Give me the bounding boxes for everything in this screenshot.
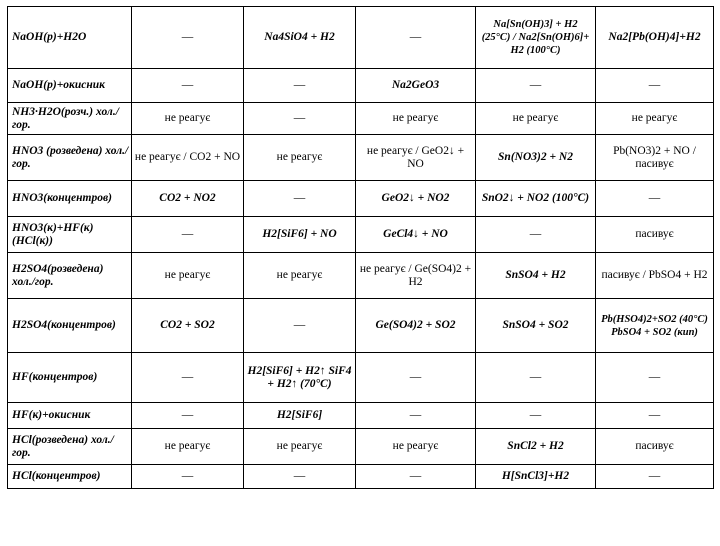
table-cell: — bbox=[132, 353, 244, 403]
table-row bbox=[8, 403, 714, 429]
table-cell: не реагує bbox=[356, 103, 476, 135]
table-cell: — bbox=[356, 7, 476, 69]
table-row bbox=[8, 103, 714, 135]
table-cell: не реагує bbox=[132, 429, 244, 465]
table-cell: GeCl4↓ + NO bbox=[356, 217, 476, 253]
table-cell: пасивує bbox=[596, 217, 714, 253]
reagent-label: HNO3(концентров) bbox=[8, 181, 132, 217]
table-cell: SnSO4 + SO2 bbox=[476, 299, 596, 353]
table-cell: — bbox=[244, 299, 356, 353]
table-cell: — bbox=[596, 353, 714, 403]
table-cell: — bbox=[476, 403, 596, 429]
table-cell: — bbox=[596, 181, 714, 217]
table-cell: Sn(NO3)2 + N2 bbox=[476, 135, 596, 181]
reagent-label: HCl(концентров) bbox=[8, 465, 132, 489]
table-cell: не реагує bbox=[356, 429, 476, 465]
table-cell: — bbox=[596, 465, 714, 489]
table-cell: — bbox=[132, 403, 244, 429]
table-cell: пасивує bbox=[596, 429, 714, 465]
table-cell: не реагує bbox=[132, 253, 244, 299]
table-cell: — bbox=[132, 465, 244, 489]
table-row bbox=[8, 7, 714, 69]
table-cell: — bbox=[132, 7, 244, 69]
table-cell: Na4SiO4 + H2 bbox=[244, 7, 356, 69]
table-cell: Na2GeO3 bbox=[356, 69, 476, 103]
table-cell: — bbox=[244, 69, 356, 103]
table-cell: не реагує / Ge(SO4)2 + H2 bbox=[356, 253, 476, 299]
reagent-label: H2SO4(концентров) bbox=[8, 299, 132, 353]
table-cell: H2[SiF6] + NO bbox=[244, 217, 356, 253]
table-cell: — bbox=[132, 69, 244, 103]
reagent-label: NH3·H2O(розч.) хол./гор. bbox=[8, 103, 132, 135]
reagent-label: HF(концентров) bbox=[8, 353, 132, 403]
table-cell: — bbox=[356, 353, 476, 403]
reagent-label: HNO3(к)+HF(к) (HCl(к)) bbox=[8, 217, 132, 253]
table-cell: — bbox=[476, 353, 596, 403]
table-cell: CO2 + SO2 bbox=[132, 299, 244, 353]
table-cell: не реагує bbox=[244, 135, 356, 181]
table-cell: не реагує / GeO2↓ + NO bbox=[356, 135, 476, 181]
table-row bbox=[8, 465, 714, 489]
reagent-label: HCl(розведена) хол./гор. bbox=[8, 429, 132, 465]
table-row bbox=[8, 299, 714, 353]
table-cell: H2[SiF6] + H2↑ SiF4 + H2↑ (70°C) bbox=[244, 353, 356, 403]
table-row bbox=[8, 135, 714, 181]
table-row bbox=[8, 353, 714, 403]
table-row bbox=[8, 429, 714, 465]
table-cell: Ge(SO4)2 + SO2 bbox=[356, 299, 476, 353]
table-cell: не реагує bbox=[132, 103, 244, 135]
table-row bbox=[8, 181, 714, 217]
table-cell: Na[Sn(OH)3] + H2 (25°C) / Na2[Sn(OH)6]+ H2 (100°C) bbox=[476, 7, 596, 69]
table-cell: Pb(NO3)2 + NO / пасивує bbox=[596, 135, 714, 181]
table-cell: — bbox=[132, 217, 244, 253]
table-cell: — bbox=[596, 69, 714, 103]
table-row bbox=[8, 69, 714, 103]
reagent-label: H2SO4(розведена) хол./гор. bbox=[8, 253, 132, 299]
table-cell: CO2 + NO2 bbox=[132, 181, 244, 217]
table-cell: не реагує bbox=[596, 103, 714, 135]
table-cell: не реагує bbox=[244, 429, 356, 465]
table-cell: пасивує / PbSO4 + H2 bbox=[596, 253, 714, 299]
reagent-label: NaOH(р)+H2O bbox=[8, 7, 132, 69]
table-cell: Na2[Pb(OH)4]+H2 bbox=[596, 7, 714, 69]
table-cell: — bbox=[356, 465, 476, 489]
table-cell: H2[SiF6] bbox=[244, 403, 356, 429]
table-row bbox=[8, 253, 714, 299]
table-cell: SnCl2 + H2 bbox=[476, 429, 596, 465]
reactions-table bbox=[7, 6, 714, 489]
table-cell: H[SnCl3]+H2 bbox=[476, 465, 596, 489]
table-cell: не реагує / CO2 + NO bbox=[132, 135, 244, 181]
table-cell: — bbox=[244, 181, 356, 217]
table-cell: — bbox=[356, 403, 476, 429]
table-cell: Pb(HSO4)2+SO2 (40°C) PbSO4 + SO2 (кип) bbox=[596, 299, 714, 353]
table-cell: — bbox=[244, 465, 356, 489]
table-row bbox=[8, 217, 714, 253]
table-cell: SnSO4 + H2 bbox=[476, 253, 596, 299]
table-cell: — bbox=[244, 103, 356, 135]
reagent-label: HF(к)+окисник bbox=[8, 403, 132, 429]
table-cell: — bbox=[596, 403, 714, 429]
reagent-label: HNO3 (розведена) хол./гор. bbox=[8, 135, 132, 181]
table-cell: GeO2↓ + NO2 bbox=[356, 181, 476, 217]
table-cell: не реагує bbox=[476, 103, 596, 135]
table-cell: SnO2↓ + NO2 (100°C) bbox=[476, 181, 596, 217]
table-cell: не реагує bbox=[244, 253, 356, 299]
table-cell: — bbox=[476, 69, 596, 103]
table-cell: — bbox=[476, 217, 596, 253]
reagent-label: NaOH(р)+окисник bbox=[8, 69, 132, 103]
